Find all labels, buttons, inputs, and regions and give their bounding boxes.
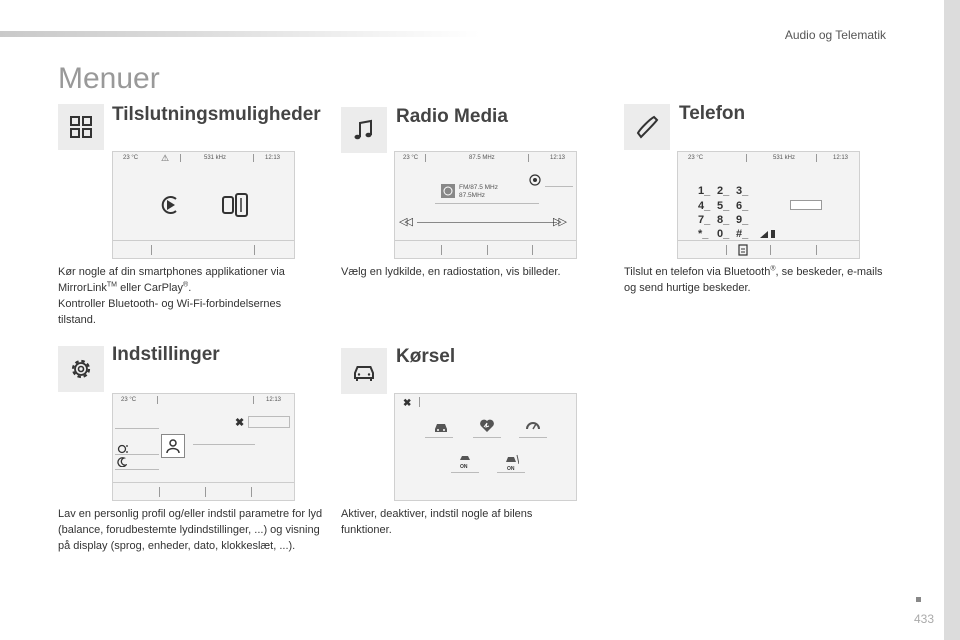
seek-back-button[interactable]: ◁◁ bbox=[399, 216, 410, 228]
clock: 12:13 bbox=[833, 155, 849, 161]
screen-bottom-bar bbox=[395, 240, 576, 258]
moon-icon[interactable] bbox=[117, 457, 127, 467]
phone-handset-icon bbox=[632, 112, 662, 142]
settings-screen bbox=[112, 393, 295, 501]
status-bar bbox=[113, 394, 294, 406]
temperature: 23 °C bbox=[403, 155, 419, 161]
phone-screen bbox=[677, 151, 860, 259]
clock: 12:13 bbox=[265, 155, 281, 161]
station-name: FM/87.5 MHz bbox=[459, 184, 499, 191]
car-settings-icon[interactable] bbox=[433, 420, 449, 434]
number-field[interactable] bbox=[790, 200, 822, 210]
driving-heading: Kørsel bbox=[396, 346, 456, 367]
sound-settings-icon[interactable] bbox=[117, 444, 129, 454]
connectivity-icon-box[interactable] bbox=[58, 104, 104, 150]
music-note-icon bbox=[349, 115, 379, 145]
radio-heading: Radio Media bbox=[396, 106, 508, 127]
mirror-phone-icon[interactable] bbox=[221, 192, 249, 218]
key-hash[interactable]: #_ bbox=[736, 228, 749, 240]
lane-assist-icon[interactable] bbox=[505, 454, 519, 464]
section-label: Audio og Telematik bbox=[784, 28, 886, 42]
screen-bottom-bar bbox=[113, 240, 294, 258]
phone-icon-box[interactable] bbox=[624, 104, 670, 150]
page-title: Menuer bbox=[58, 62, 160, 95]
connectivity-description bbox=[58, 264, 318, 328]
warning-icon: ⚠ bbox=[161, 153, 170, 163]
clock: 12:13 bbox=[266, 397, 282, 403]
driving-screen bbox=[394, 393, 577, 501]
park-assist-icon[interactable] bbox=[459, 454, 471, 462]
connectivity-desc-line2: Kontroller Bluetooth- og Wi-Fi-forbindelsernes tilstand. bbox=[58, 298, 282, 326]
connectivity-heading: Tilslutningsmuligheder bbox=[112, 104, 321, 125]
heart-rate-icon[interactable] bbox=[479, 418, 495, 434]
status-bar bbox=[113, 152, 294, 164]
radio-description: Vælg en lydkilde, en radiostation, vis billeder. bbox=[341, 266, 561, 278]
driving-icon-box[interactable] bbox=[341, 348, 387, 394]
lane-assist-on-label: ON bbox=[507, 466, 515, 472]
play-app-icon[interactable] bbox=[159, 194, 181, 216]
key-8[interactable]: 8_ bbox=[717, 214, 730, 226]
key-5[interactable]: 5_ bbox=[717, 200, 730, 212]
station-logo-icon bbox=[441, 184, 455, 198]
station-freq: 87.5MHz bbox=[459, 192, 486, 199]
key-4[interactable]: 4_ bbox=[698, 200, 711, 212]
settings-icon-box[interactable] bbox=[58, 346, 104, 392]
key-9[interactable]: 9_ bbox=[736, 214, 749, 226]
phone-heading: Telefon bbox=[679, 103, 746, 124]
radio-icon-box[interactable] bbox=[341, 107, 387, 153]
status-bar bbox=[678, 152, 859, 164]
screen-bottom-bar bbox=[113, 482, 294, 500]
settings-heading: Indstillinger bbox=[112, 344, 220, 365]
car-icon bbox=[349, 356, 379, 386]
radio-signal-icon bbox=[529, 174, 541, 186]
right-edge-bar bbox=[944, 0, 960, 640]
freq: 531 kHz bbox=[204, 155, 227, 161]
phone-description: Tilslut en telefon via Bluetooth®, se beskeder, e-mails og send hurtige beskeder. bbox=[624, 265, 883, 294]
apps-grid-icon bbox=[66, 112, 96, 142]
temperature: 23 °C bbox=[121, 397, 137, 403]
radio-screen bbox=[394, 151, 577, 259]
freq: 87.5 MHz bbox=[469, 155, 495, 161]
page-number: 433 bbox=[914, 612, 935, 626]
key-6[interactable]: 6_ bbox=[736, 200, 749, 212]
contacts-icon[interactable] bbox=[738, 244, 748, 256]
speedometer-icon[interactable] bbox=[525, 418, 541, 434]
page-marker bbox=[916, 597, 921, 602]
connectivity-desc-line1: Kør nogle af din smartphones applikationer via MirrorLink™ eller CarPlay®. bbox=[58, 266, 285, 294]
driving-description: Aktiver, deaktiver, indstil nogle af bilens funktioner. bbox=[341, 508, 533, 536]
top-gradient-bar bbox=[0, 31, 480, 37]
key-0[interactable]: 0_ bbox=[717, 228, 730, 240]
status-bar bbox=[395, 152, 576, 164]
temperature: 23 °C bbox=[688, 155, 704, 161]
key-star[interactable]: *_ bbox=[698, 228, 709, 240]
settings-field[interactable] bbox=[248, 416, 290, 428]
key-1[interactable]: 1_ bbox=[698, 185, 711, 197]
signal-battery-icon bbox=[760, 228, 776, 238]
seek-forward-button[interactable]: ▷▷ bbox=[553, 216, 564, 228]
profile-icon bbox=[165, 438, 181, 454]
key-3[interactable]: 3_ bbox=[736, 185, 749, 197]
connectivity-screen bbox=[112, 151, 295, 259]
temperature: 23 °C bbox=[123, 155, 139, 161]
close-icon[interactable]: ✖ bbox=[235, 417, 245, 429]
close-icon[interactable]: ✖ bbox=[403, 398, 412, 409]
freq: 531 kHz bbox=[773, 155, 796, 161]
settings-description: Lav en personlig profil og/eller indstil parametre for lyd (balance, forudbestemte lydindstillinger, ...) og visning på display (sprog, enheder, dato, klokkeslæt, ...). bbox=[58, 508, 323, 552]
clock: 12:13 bbox=[550, 155, 566, 161]
screen-bottom-bar bbox=[678, 240, 859, 258]
park-assist-on-label: ON bbox=[460, 464, 468, 470]
key-2[interactable]: 2_ bbox=[717, 185, 730, 197]
key-7[interactable]: 7_ bbox=[698, 214, 711, 226]
gear-icon bbox=[66, 354, 96, 384]
